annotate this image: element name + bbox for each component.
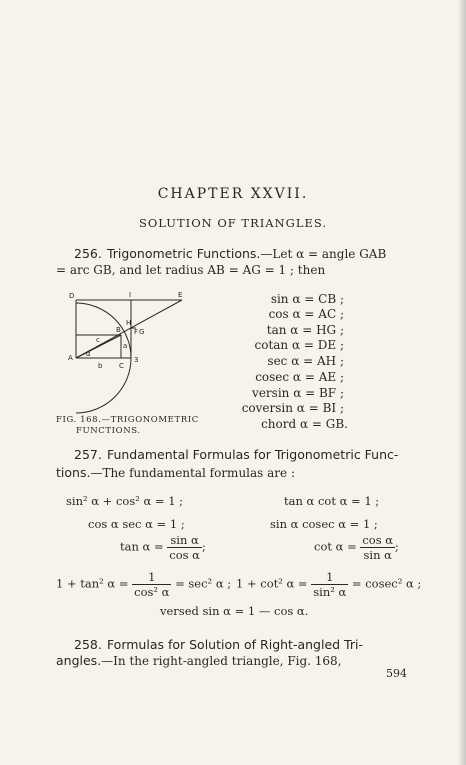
label-A: A <box>68 354 73 362</box>
label-a: a <box>123 342 128 350</box>
section-257-text: —The fundamental formulas are : <box>90 466 295 480</box>
label-D: D <box>69 292 75 300</box>
section-256-heading: Trigonometric Functions. <box>106 246 261 261</box>
label-I: I <box>129 291 132 299</box>
label-B: B <box>116 326 121 334</box>
formula-cos-sec: cos α sec α = 1 ; <box>88 517 185 531</box>
label-C: C <box>119 362 124 370</box>
formula-sec-identity <box>56 570 231 599</box>
page-number: 594 <box>386 667 407 680</box>
function-versin: versin α = BF ; <box>252 386 344 400</box>
function-sin: sin α = CB ; <box>270 292 344 306</box>
chapter-subtitle: SOLUTION OF TRIANGLES. <box>138 216 327 230</box>
chapter-title: CHAPTER XXVII. <box>157 186 309 202</box>
page-edge-shadow <box>458 0 466 765</box>
function-sec: sec α = AH ; <box>267 354 344 368</box>
formula-tan-cot: tan α cot α = 1 ; <box>284 494 380 508</box>
fraction-cot <box>360 533 395 562</box>
formula-tan-end: ; <box>201 539 206 554</box>
label-E: E <box>178 291 183 299</box>
fraction-sec <box>132 570 171 599</box>
formula-sin-cos: sin² α + cos² α = 1 ; <box>66 494 184 508</box>
formula-cosec-identity <box>236 570 421 599</box>
section-258-heading2: angles. <box>56 653 102 668</box>
formula-sin-cosec: sin α cosec α = 1 ; <box>270 517 378 531</box>
trigonometric-functions-figure <box>56 290 196 415</box>
fraction-tan-den: cos α <box>169 548 200 562</box>
fraction-cot-den: sin α <box>363 548 392 562</box>
section-258-text: —In the right-angled triangle, Fig. 168, <box>101 654 342 668</box>
formula-tan-lhs: tan α = <box>120 539 164 554</box>
function-cos: cos α = AC ; <box>268 307 344 321</box>
fraction-tan-num: sin α <box>167 533 202 548</box>
formula-cosec-lhs: 1 + cot² α = <box>236 576 308 591</box>
section-257-number: 257. <box>74 447 102 462</box>
section-257-heading: Fundamental Formulas for Trigonometric Func- <box>106 447 399 462</box>
section-256-number: 256. <box>74 246 102 261</box>
figure-caption-line1: FIG. 168.—TRIGONOMETRIC <box>56 415 199 425</box>
section-256-text1: —Let α = angle GAB <box>260 247 387 261</box>
fraction-sec-den: cos² α <box>134 585 170 599</box>
formula-cot-end: ; <box>395 539 399 554</box>
section-258-heading: Formulas for Solution of Right-angled Tri- <box>106 637 363 652</box>
fraction-sec-num: 1 <box>132 570 171 585</box>
figure-caption-line2: FUNCTIONS. <box>76 426 141 436</box>
label-b: b <box>98 362 103 370</box>
formula-tan-ratio <box>120 533 206 562</box>
label-alpha: α <box>86 350 91 358</box>
section-257-line1 <box>74 444 398 463</box>
formula-versed-sin: versed sin α = 1 — cos α. <box>160 604 309 618</box>
secant-line <box>76 300 182 358</box>
formula-cot-lhs: cot α = <box>314 539 357 554</box>
fraction-cosec-num: 1 <box>311 570 348 585</box>
formula-sec-lhs: 1 + tan² α = <box>56 576 129 591</box>
section-257-heading2: tions. <box>56 465 91 480</box>
label-G: G <box>139 328 145 336</box>
function-cotan: cotan α = DE ; <box>254 338 344 352</box>
section-257-line2 <box>56 462 295 481</box>
section-256-text2: = arc GB, and let radius AB = AG = 1 ; then <box>56 263 326 277</box>
formula-cot-ratio <box>314 533 399 562</box>
section-258-line2 <box>56 650 342 669</box>
fraction-cosec <box>311 570 348 599</box>
label-H: H <box>126 319 132 327</box>
function-tan: tan α = HG ; <box>266 323 344 337</box>
label-c: c <box>96 336 100 344</box>
function-chord: chord α = GB. <box>261 417 348 431</box>
formula-sec-end: = sec² α ; <box>175 576 232 591</box>
fraction-cot-num: cos α <box>362 533 394 547</box>
section-258-number: 258. <box>74 637 102 652</box>
label-F: F <box>134 328 139 336</box>
fraction-cosec-den: sin² α <box>313 585 347 599</box>
section-256-line1 <box>74 243 386 262</box>
label-3: 3 <box>134 356 139 364</box>
fraction-tan <box>167 533 202 562</box>
function-coversin: coversin α = BI ; <box>241 401 344 415</box>
function-cosec: cosec α = AE ; <box>255 370 344 384</box>
formula-cosec-end: = cosec² α ; <box>351 576 422 591</box>
